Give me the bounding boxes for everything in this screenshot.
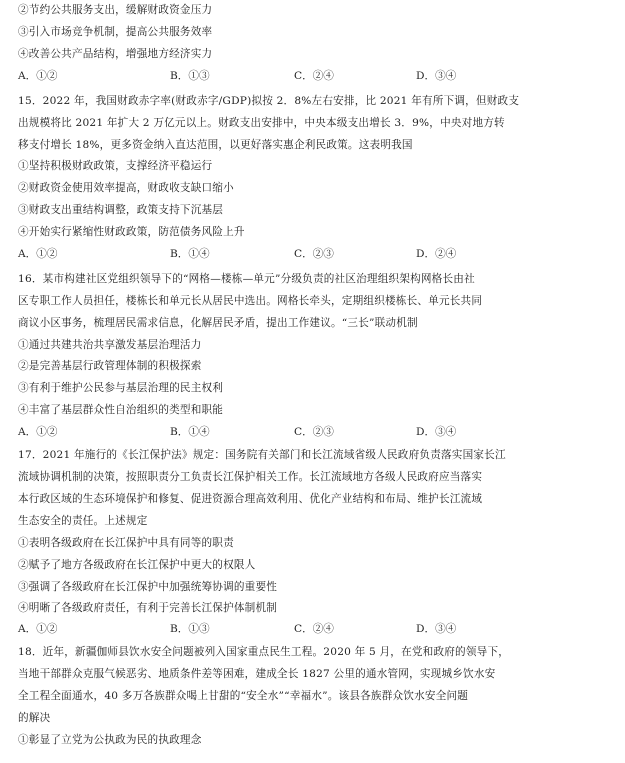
- option-c: C．②③: [294, 248, 334, 260]
- option-c: C．②④: [294, 623, 334, 635]
- question-16-text: 16．某市构建社区党组织领导下的“网格—楼栋—单元”分级负责的社区治理组织架构网格长由社: [18, 273, 475, 285]
- option-a: A．①②: [18, 623, 58, 635]
- choice-item: ①通过共建共治共享激发基层治理活力: [18, 339, 202, 351]
- option-b: B．①④: [170, 426, 210, 438]
- text-line: ④改善公共产品结构，增强地方经济实力: [18, 48, 213, 60]
- question-17-text: 17．2021 年施行的《长江保护法》规定：国务院有关部门和长江流域省级人民政府负责落实国家长江: [18, 449, 506, 461]
- choice-item: ①坚持积极财政政策，支撑经济平稳运行: [18, 160, 213, 172]
- text-line: 全工程全面通水，40 多万各族群众喝上甘甜的“安全水”“幸福水”。该县各族群众饮水安全问题: [18, 690, 469, 702]
- text-line: 的解决: [18, 712, 51, 724]
- choice-item: ②财政资金使用效率提高，财政收支缺口缩小: [18, 182, 234, 194]
- question-15-text: 15．2022 年，我国财政赤字率(财政赤字/GDP)拟按 2．8%左右安排，比 2021 年有所下调，但财政支: [18, 95, 520, 107]
- text-line: 区专职工作人员担任，楼栋长和单元长从居民中选出。网格长牵头，定期组织楼栋长、单元长共同: [18, 295, 483, 307]
- choice-item: ③有利于维护公民参与基层治理的民主权利: [18, 382, 224, 394]
- option-a: A．①②: [18, 70, 58, 82]
- option-b: B．①③: [170, 70, 210, 82]
- text-line: 本行政区域的生态环境保护和修复、促进资源合理高效利用、优化产业结构和布局、维护长江流域: [18, 493, 483, 505]
- text-line: 流域协调机制的决策，按照职责分工负责长江保护相关工作。长江流域地方各级人民政府应当落实: [18, 471, 483, 483]
- option-d: D．③④: [416, 426, 457, 438]
- option-d: D．③④: [416, 70, 457, 82]
- text-line: ③引入市场竞争机制，提高公共服务效率: [18, 26, 213, 38]
- choice-item: ③强调了各级政府在长江保护中加强统筹协调的重要性: [18, 581, 278, 593]
- choice-item: ④丰富了基层群众性自治组织的类型和职能: [18, 404, 224, 416]
- choice-item: ③财政支出重结构调整，政策支持下沉基层: [18, 204, 224, 216]
- choice-item: ②是完善基层行政管理体制的积极探索: [18, 360, 202, 372]
- option-b: B．①③: [170, 623, 210, 635]
- choice-item: ④开始实行紧缩性财政政策，防范债务风险上升: [18, 226, 245, 238]
- option-c: C．②④: [294, 70, 334, 82]
- option-a: A．①②: [18, 248, 58, 260]
- text-line: 出规模将比 2021 年扩大 2 万亿元以上。财政支出安排中，中央本级支出增长 3．9%，中央对地方转: [18, 117, 505, 129]
- choice-item: ①彰显了立党为公执政为民的执政理念: [18, 734, 202, 746]
- question-18-text: 18．近年，新疆伽师县饮水安全问题被列入国家重点民生工程。2020 年 5 月，在党和政府的领导下，: [18, 646, 510, 658]
- text-line: 移支付增长 18%，更多资金纳入直达范围，以更好落实惠企利民政策。这表明我国: [18, 139, 413, 151]
- text-line: 当地干部群众克服气候恶劣、地质条件差等困难，建成全长 1827 公里的通水管网，实现城乡饮水安: [18, 668, 496, 680]
- choice-item: ②赋予了地方各级政府在长江保护中更大的权限人: [18, 559, 256, 571]
- option-d: D．③④: [416, 623, 457, 635]
- option-c: C．②③: [294, 426, 334, 438]
- choice-item: ①表明各级政府在长江保护中具有同等的职责: [18, 537, 234, 549]
- text-line: 商议小区事务，梳理居民需求信息，化解居民矛盾，提出工作建议。“三长”联动机制: [18, 317, 418, 329]
- text-line: ②节约公共服务支出，缓解财政资金压力: [18, 4, 213, 16]
- text-line: 生态安全的责任。上述规定: [18, 515, 148, 527]
- option-d: D．②④: [416, 248, 457, 260]
- choice-item: ④明晰了各级政府责任，有利于完善长江保护体制机制: [18, 602, 278, 614]
- option-b: B．①④: [170, 248, 210, 260]
- option-a: A．①②: [18, 426, 58, 438]
